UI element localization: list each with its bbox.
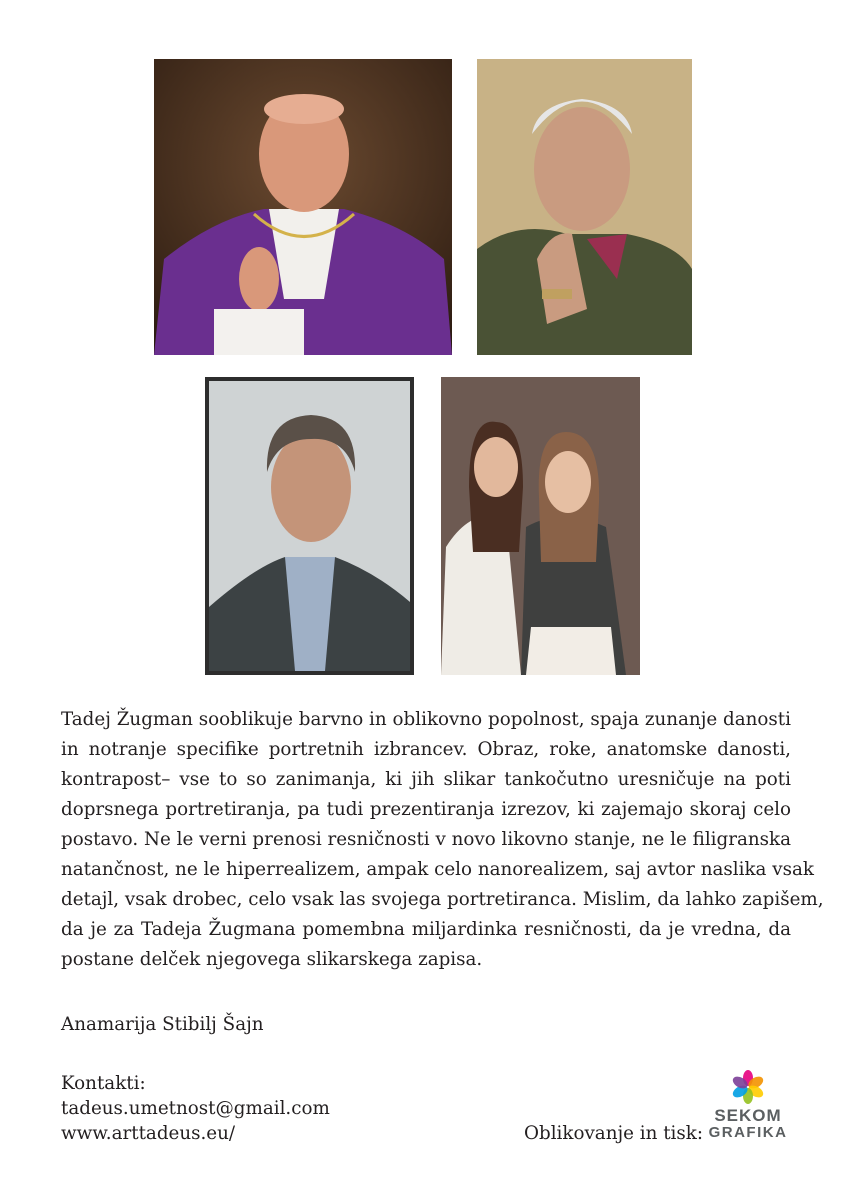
essay-line: natančnost, ne le hiperrealizem, ampak celo nanorealizem, saj avtor naslika vsak [61, 859, 814, 880]
portrait-elderly-man [477, 59, 692, 355]
contact-website[interactable]: www.arttadeus.eu/ [61, 1123, 236, 1144]
portrait-man-suit [205, 377, 414, 675]
portrait-priest [154, 59, 452, 355]
essay-line: in notranje specifike portretnih izbrancev. Obraz, roke, anatomske danosti, [61, 739, 791, 760]
design-credit: Oblikovanje in tisk: [524, 1123, 704, 1144]
contact-email[interactable]: tadeus.umetnost@gmail.com [61, 1098, 330, 1119]
essay-line: Tadej Žugman sooblikuje barvno in oblikovno popolnost, spaja zunanje danosti [61, 709, 791, 730]
flower-icon [706, 1070, 790, 1106]
logo-text-sekom: SEKOM [714, 1106, 782, 1125]
essay-paragraph [61, 705, 824, 975]
logo-text-grafika: GRAFIKA [708, 1124, 788, 1141]
essay-line: kontrapost– vse to so zanimanja, ki jih slikar tankočutno uresničuje na poti [61, 769, 791, 790]
essay-line: doprsnega portretiranja, pa tudi prezentiranja izrezov, ki zajemajo skoraj celo [61, 799, 791, 820]
essay-line: postane delček njegovega slikarskega zapisa. [61, 949, 483, 970]
essay-line: postavo. Ne le verni prenosi resničnosti v novo likovno stanje, ne le filigranska [61, 829, 791, 850]
essay-line: detajl, vsak drobec, celo vsak las svojega portretiranca. Mislim, da lahko zapišem, [61, 889, 824, 910]
portrait-two-women [441, 377, 640, 675]
author-name: Anamarija Stibilj Šajn [61, 1014, 264, 1035]
contacts-block [61, 1071, 330, 1146]
essay-line: da je za Tadeja Žugmana pomembna miljardinka resničnosti, da je vredna, da [61, 919, 791, 940]
sekom-grafika-logo [706, 1070, 790, 1146]
contacts-heading: Kontakti: [61, 1073, 146, 1094]
